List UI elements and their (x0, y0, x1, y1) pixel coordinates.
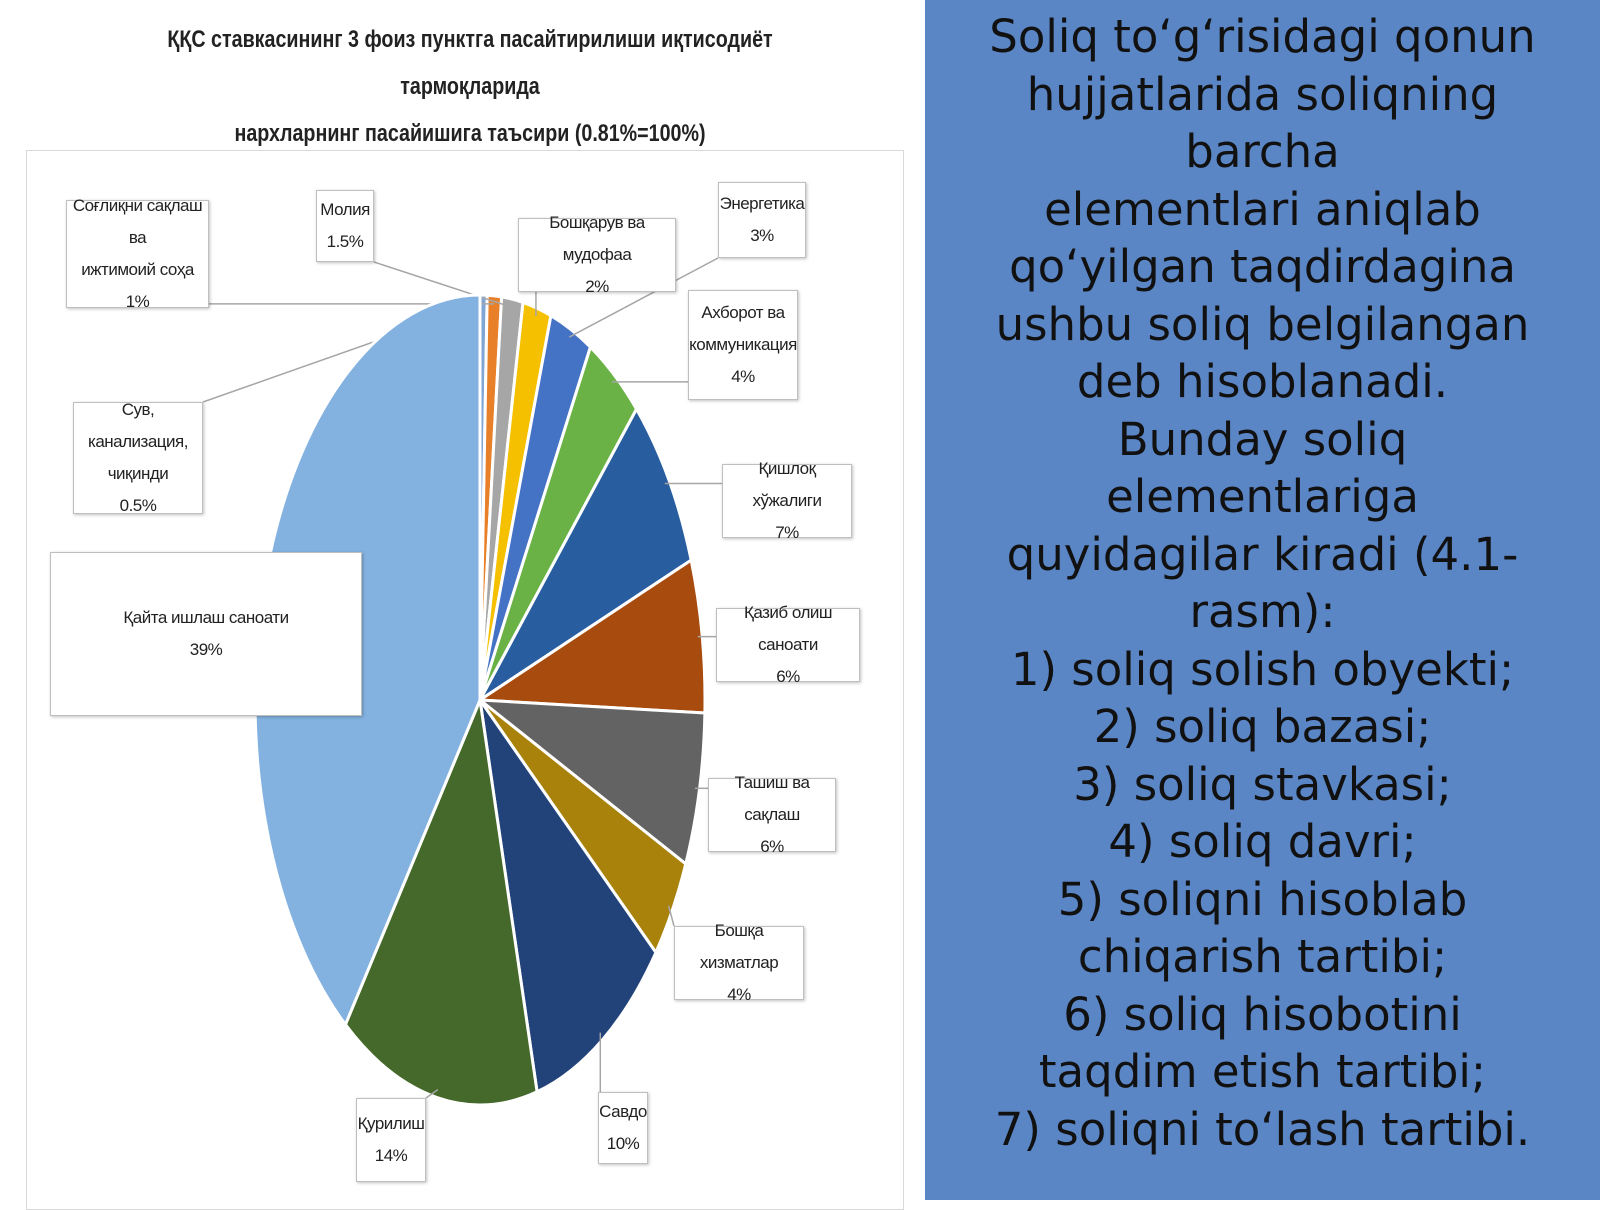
data-label-value: 10% (606, 1134, 640, 1153)
text-line: rasm): (1189, 585, 1336, 638)
data-label-value: 4% (727, 985, 751, 1004)
data-label (66, 196, 209, 311)
data-label (356, 1098, 426, 1182)
data-label-name: Қазиб олиш саноати (743, 603, 833, 654)
list-item: chiqarish tartibi; (1077, 930, 1448, 983)
list-item: 2) soliq bazasi; (1093, 700, 1432, 753)
data-label-name: Ташиш ва сақлаш (734, 773, 810, 824)
data-label (708, 773, 836, 856)
data-label-value: 39% (189, 640, 223, 659)
text-line: elementlari aniqlab (1044, 182, 1481, 236)
data-label (598, 1092, 648, 1164)
data-label-value: 1% (125, 292, 150, 311)
data-label-name: Қишлоқ хўжалиги (752, 459, 822, 510)
text-line: quyidagilar kiradi (4.1- (1006, 527, 1519, 581)
data-label (316, 190, 374, 262)
chart-title-line-1: ҚҚС ставкасининг 3 фоиз пунктга пасайтирилиши иқтисодиёт тармоқларида (167, 26, 773, 100)
data-label (518, 213, 676, 296)
data-label (688, 290, 798, 400)
data-label-name: Қурилиш (357, 1114, 425, 1133)
text-line: deb hisoblanadi. (1076, 355, 1449, 408)
data-label-value: 3% (750, 226, 774, 245)
list-item: 4) soliq davri; (1108, 815, 1417, 868)
list-item: 7) soliqni to‘lash tartibi. (994, 1102, 1531, 1156)
data-label-name: Қайта ишлаш саноати (123, 608, 289, 627)
data-label-name: Соғлиқни сақлаш ва (72, 196, 203, 247)
data-label-value: 2% (585, 277, 609, 296)
text-line: barcha (1185, 125, 1340, 178)
data-label (50, 552, 362, 716)
data-label (722, 459, 852, 542)
data-label (674, 921, 804, 1004)
data-label-name: Сув, канализация, (88, 400, 188, 451)
data-label-value: 4% (731, 367, 755, 386)
list-item: 1) soliq solish obyekti; (1010, 642, 1515, 696)
text-panel (925, 0, 1600, 1200)
data-label (718, 182, 806, 258)
list-item: taqdim etish tartibi; (1038, 1045, 1487, 1098)
data-label-name: Бошқарув ва мудофаа (549, 213, 645, 264)
data-label-value: 6% (760, 837, 784, 856)
body-text (925, 8, 1600, 1158)
data-label (73, 402, 203, 514)
data-label-name: Энергетика (719, 194, 805, 213)
data-label-name: коммуникация (689, 335, 797, 354)
data-label-name: чиқинди (107, 464, 169, 483)
data-label-value: 1.5% (326, 232, 364, 251)
data-label (716, 603, 860, 686)
data-label-value: 0.5% (119, 496, 157, 515)
data-label-value: 7% (775, 523, 799, 542)
data-label-name: Савдо (599, 1102, 647, 1121)
data-label-value: 14% (374, 1146, 408, 1165)
data-label-name: Молия (320, 200, 370, 219)
data-label-name: Бошқа хизматлар (699, 921, 779, 972)
data-label-name: ижтимоий соҳа (81, 260, 194, 279)
data-label-name: Ахборот ва (701, 303, 785, 322)
text-line: Soliq to‘g‘risidagi qonun (989, 10, 1536, 63)
list-item: 6) soliq hisobotini (1063, 987, 1462, 1041)
text-line: elementlariga (1106, 470, 1419, 523)
list-item: 3) soliq stavkasi; (1073, 757, 1452, 811)
data-label-value: 6% (776, 667, 800, 686)
text-line: hujjatlarida soliqning (1026, 67, 1499, 121)
text-line: ushbu soliq belgilangan (995, 297, 1530, 351)
list-item: 5) soliqni hisoblab (1057, 872, 1468, 926)
text-line: Bunday soliq (1117, 412, 1408, 466)
chart-title-line-2: нархларнинг пасайишига таъсири (0.81%=100%) (234, 120, 706, 147)
text-line: qo‘yilgan taqdirdagina (1009, 240, 1516, 293)
